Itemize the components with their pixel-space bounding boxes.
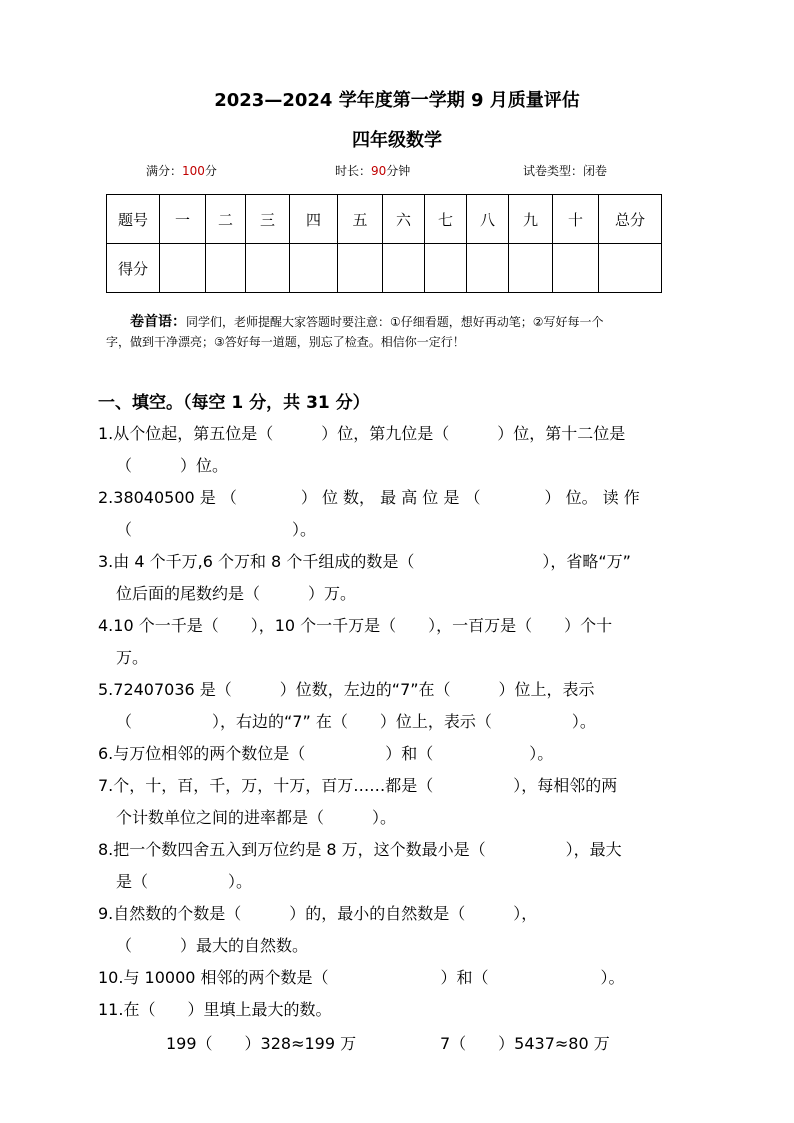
question-line: 8.把一个数四舍五入到万位约是 8 万，这个数最小是（ ），最大 <box>98 840 622 859</box>
intro-text-1: 同学们，老师提醒大家答题时要注意：①仔细看题，想好再动笔；②写好每一个 <box>186 315 604 329</box>
duration-unit: 分钟 <box>386 164 411 178</box>
score-cell[interactable] <box>599 244 662 293</box>
question-number-row <box>107 195 662 244</box>
question-line: 万。 <box>116 648 149 667</box>
question-4 <box>98 610 704 674</box>
score-cell[interactable] <box>246 244 290 293</box>
question-line: 3.由 4 个千万,6 个万和 8 个千组成的数是（ ），省略“万” <box>98 552 631 571</box>
intro-text-2: 字，做到干净漂亮；③答好每一道题，别忘了检查。相信你一定行！ <box>106 335 465 349</box>
question-5 <box>98 674 704 738</box>
question-1 <box>98 418 704 482</box>
question-line: 6.与万位相邻的两个数位是（ ）和（ ）。 <box>98 744 554 763</box>
question-line: 4.10 个一千是（ ），10 个一千万是（ ），一百万是（ ）个十 <box>98 616 613 635</box>
estimate-item-1: 199（ ）328≈199 万 <box>166 1034 357 1053</box>
question-3 <box>98 546 704 610</box>
question-line: 5.72407036 是（ ）位数，左边的“7”在（ ）位上，表示 <box>98 680 595 699</box>
estimate-item-2: 7（ ）5437≈80 万 <box>440 1034 610 1053</box>
question-line: 9.自然数的个数是（ ）的，最小的自然数是（ ）， <box>98 904 538 923</box>
duration-info <box>335 162 410 179</box>
question-line: （ ）最大的自然数。 <box>116 936 309 955</box>
score-cell[interactable] <box>383 244 425 293</box>
score-table-header: 四 <box>290 195 338 244</box>
score-table-header: 七 <box>425 195 467 244</box>
full-score-info <box>146 162 217 179</box>
exam-title: 2023—2024 学年度第一学期 9 月质量评估 <box>214 90 580 111</box>
score-cell[interactable] <box>160 244 206 293</box>
score-table-header: 六 <box>383 195 425 244</box>
score-row-label: 得分 <box>107 244 160 293</box>
question-line: 位后面的尾数约是（ ）万。 <box>116 584 357 603</box>
question-line: 个计数单位之间的进率都是（ ）。 <box>116 808 397 827</box>
question-line: 是（ ）。 <box>116 872 253 891</box>
question-11 <box>98 994 704 1026</box>
score-row <box>107 244 662 293</box>
score-cell[interactable] <box>553 244 599 293</box>
score-table-header: 十 <box>553 195 599 244</box>
exam-type-info: 试卷类型：闭卷 <box>523 164 608 178</box>
score-table-header: 二 <box>206 195 246 244</box>
score-cell[interactable] <box>338 244 383 293</box>
score-cell[interactable] <box>467 244 509 293</box>
score-table <box>106 194 662 293</box>
score-cell[interactable] <box>425 244 467 293</box>
question-line: 10.与 10000 相邻的两个数是（ ）和（ ）。 <box>98 968 625 987</box>
question-line: 2.38040500 是 （ ） 位 数， 最 高 位 是 （ ） 位。 读 作 <box>98 488 640 507</box>
score-table-header: 八 <box>467 195 509 244</box>
question-8 <box>98 834 704 898</box>
question-10 <box>98 962 704 994</box>
question-line: 7.个，十，百，千，万，十万，百万……都是（ ），每相邻的两 <box>98 776 618 795</box>
score-table-header: 三 <box>246 195 290 244</box>
question-2 <box>98 482 704 546</box>
score-table-header: 题号 <box>107 195 160 244</box>
score-table-header: 总分 <box>599 195 662 244</box>
exam-subtitle: 四年级数学 <box>352 130 442 151</box>
full-score-unit: 分 <box>204 164 217 178</box>
question-line: （ ），右边的“7” 在（ ）位上，表示（ ）。 <box>116 712 596 731</box>
score-table-header: 九 <box>509 195 553 244</box>
question-7 <box>98 770 704 834</box>
score-table-header: 五 <box>338 195 383 244</box>
duration-label: 时长： <box>335 164 372 178</box>
question-line: （ ）位。 <box>116 456 229 475</box>
score-cell[interactable] <box>206 244 246 293</box>
duration-value: 90 <box>371 164 387 178</box>
section-title: 一、填空。（每空 1 分，共 31 分） <box>98 393 370 413</box>
question-6 <box>98 738 704 770</box>
score-cell[interactable] <box>509 244 553 293</box>
score-table-header: 一 <box>160 195 206 244</box>
intro-note <box>106 312 706 352</box>
question-line: 11.在（ ）里填上最大的数。 <box>98 1000 332 1019</box>
question-line: 1.从个位起，第五位是（ ）位，第九位是（ ）位，第十二位是 <box>98 424 626 443</box>
question-line: （ ）。 <box>116 520 317 539</box>
full-score-value: 100 <box>182 164 205 178</box>
full-score-label: 满分： <box>146 164 183 178</box>
intro-heading: 卷首语： <box>130 314 186 330</box>
question-9 <box>98 898 704 962</box>
score-cell[interactable] <box>290 244 338 293</box>
